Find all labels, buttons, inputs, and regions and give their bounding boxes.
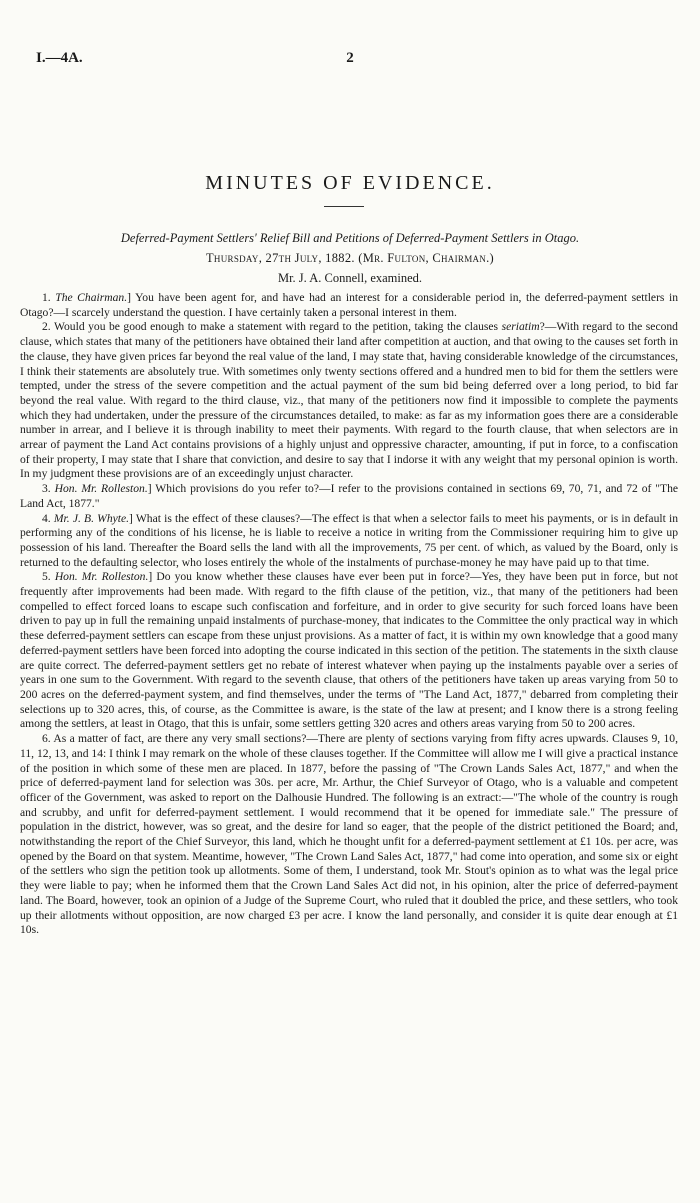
evidence-body bbox=[20, 291, 678, 938]
emphasis-text: seriatim bbox=[501, 320, 540, 334]
paragraph-number: 6. bbox=[42, 732, 51, 746]
witness-line: Mr. J. A. Connell, examined. bbox=[277, 271, 423, 285]
evidence-paragraph-1 bbox=[20, 291, 678, 320]
title-divider bbox=[324, 206, 364, 207]
evidence-paragraph-5 bbox=[20, 570, 678, 732]
speaker: Hon. Mr. Rolleston. bbox=[54, 482, 148, 496]
paragraph-text: ] Which provisions do you refer to?—I refer to the provisions contained in sections 69, 70, 71, and 72 of "The Land Act, 1877." bbox=[20, 482, 679, 510]
paragraph-number: 3. bbox=[42, 482, 51, 496]
paragraph-number: 5. bbox=[42, 570, 51, 584]
paragraph-text-continued: ?—With regard to the second clause, which states that many of the petitioners have obtained their land after competition at auction, and that owing to the causes set forth in the clause, they have given prices far beyond the real value of the land, I may state that, having considerable knowledge of the circumstances, I think their statements are absolutely true. With sometimes only twenty sections offered and a hundred men to bid for them the settlers were tempted, under the stress of the severe competition and the actual payment of the sum bid being deferred over a long period, to bid far beyond the real value. With regard to the third clause, viz., that many of the petitioners now find it impossible to complete the payments which they had undertaken, under the pressure of the circumstances detailed, to make: as far as my information goes there are a considerable number in arrear, and I believe it is through inability to meet their payments. With regard to the fourth clause, that when selectors are in arrear of payment the Land Act contains provisions of a highly unjust and oppressive character, amounting, if put in force, to a confiscation of their property, I may state that I share that conviction, and desire to say that I indorse it with any weight that my personal opinion is worth. In my judgment these provisions are of an exceedingly unjust character. bbox=[20, 320, 678, 481]
evidence-paragraph-3 bbox=[20, 482, 678, 511]
running-header bbox=[36, 50, 664, 70]
evidence-paragraph-4 bbox=[20, 512, 678, 571]
paragraph-number: 4. bbox=[42, 511, 51, 525]
speaker: Hon. Mr. Rolleston. bbox=[54, 570, 149, 584]
speaker: The Chairman. bbox=[55, 291, 128, 304]
paragraph-text: ] You have been agent for, and have had an interest for a considerable period in, the deferred-payment settlers in Otago?—I scarcely understand the question. I have certainly taken a personal interest in them. bbox=[20, 291, 678, 319]
dateline: Thursday, 27th July, 1882. (Mr. Fulton, Chairman.) bbox=[205, 251, 494, 265]
page-title: MINUTES OF EVIDENCE. bbox=[205, 172, 495, 194]
paragraph-text: As a matter of fact, are there any very small sections?—There are plenty of sections varying from fifty acres upwards. Clauses 9, 10, 11, 12, 13, and 14: I think I may remark on the whole of these clauses together. If the Committee will allow me I will give a practical instance of the position in which some of these men are placed. In 1877, before the passing of "The Crown Lands Sales Act, 1877," and when the price of deferred-payment land for selection was 30s. per acre, Mr. Arthur, the Chief Surveyor of Otago, who is a valuable and competent officer of the Government, was asked to report on the Dalhousie Hundred. The following is an extract:—"The whole of the country is rough and scrubby, and unfit for deferred-payment settlement. I would recommend that it be opened for immediate sale." The pressure of population in the district, however, was so great, and the desire for land so eager, that the people of the district petitioned the Board; and, notwithstanding the report of the Chief Surveyor, this land, which he thought unfit for a deferred-payment settlement at £1 10s. per acre, was opened by the Board on that system. Meantime, however, "The Crown Land Sales Act, 1877," had come into operation, and some six or eight of the settlers who sign the petition took up allotments. Some of them, I understand, took Mr. Stout's opinion as to what was the legal price they were liable to pay; when he informed them that the Crown Land Sales Act did not, in his opinion, alter the price of deferred-payment land. The Board, however, took an opinion of a Judge of the Supreme Court, who ruled that it doubled the price, and these settlers, who took up their allotments without opposition, are now charged £3 per acre. I know the land personally, and consider it is quite dear enough at £1 10s. bbox=[20, 732, 678, 937]
speaker: Mr. J. B. Whyte. bbox=[53, 511, 130, 525]
paragraph-text: ] What is the effect of these clauses?—The effect is that when a selector fails to meet his payments, or is in default in performing any of the conditions of his license, he is liable to receive a notice in writing from the Commissioner requiring him to give up possession of his land. Thereafter the Board sells the land with all the improvements, 75 per cent. of which, as valued by the Board, only is returned to the defaulting selector, who loses entirely the whole of the instalments of purchase-money he may have paid up to that time. bbox=[20, 511, 678, 569]
page-number: 2 bbox=[346, 50, 354, 66]
evidence-paragraph-2 bbox=[20, 320, 678, 482]
paragraph-text: ] Do you know whether these clauses have ever been put in force?—Yes, they have been put in force, but not frequently after improvements had been made. With regard to the fifth clause of the petition, viz., that many of the petitioners had been compelled to effect forced loans to escape such confiscation and forfeiture, and in order to give security for such forced loans have been driven to pay up in full the remaining unpaid instalments of purchase-money, that indicates to the Committee the only practical way in which these deferred-payment settlers can escape from these unjust provisions. As a matter of fact, it is within my own knowledge that a good many deferred-payment settlers have been forced into adopting the course indicated in this section of the petition. The statements in the sixth clause are quite correct. The deferred-payment settlers get no rebate of interest whatever when paying up the instalments payable over a series of years in one sum to the Government. With regard to the seventh clause, that others of the petitioners have taken up areas varying from 50 to 200 acres on the deferred-payment system, and find themselves, under the terms of "The Land Act, 1877," debarred from completing their selections up to 320 acres, this, of course, as the Committee is aware, is the state of the law at present; and I know there is a strong feeling among the settlers, at least in Otago, that this is unfair, some settlers getting 320 acres and others areas varying from 50 to 200 acres. bbox=[20, 570, 678, 731]
subtitle: Deferred-Payment Settlers' Relief Bill and Petitions of Deferred-Payment Settlers in Otago. bbox=[120, 231, 580, 245]
evidence-paragraph-6 bbox=[20, 732, 678, 938]
paragraph-number: 1. bbox=[42, 291, 51, 304]
paragraph-number: 2. bbox=[42, 320, 51, 334]
paragraph-text: Would you be good enough to make a statement with regard to the petition, taking the clauses bbox=[53, 320, 499, 334]
document-reference: I.—4A. bbox=[36, 50, 83, 66]
